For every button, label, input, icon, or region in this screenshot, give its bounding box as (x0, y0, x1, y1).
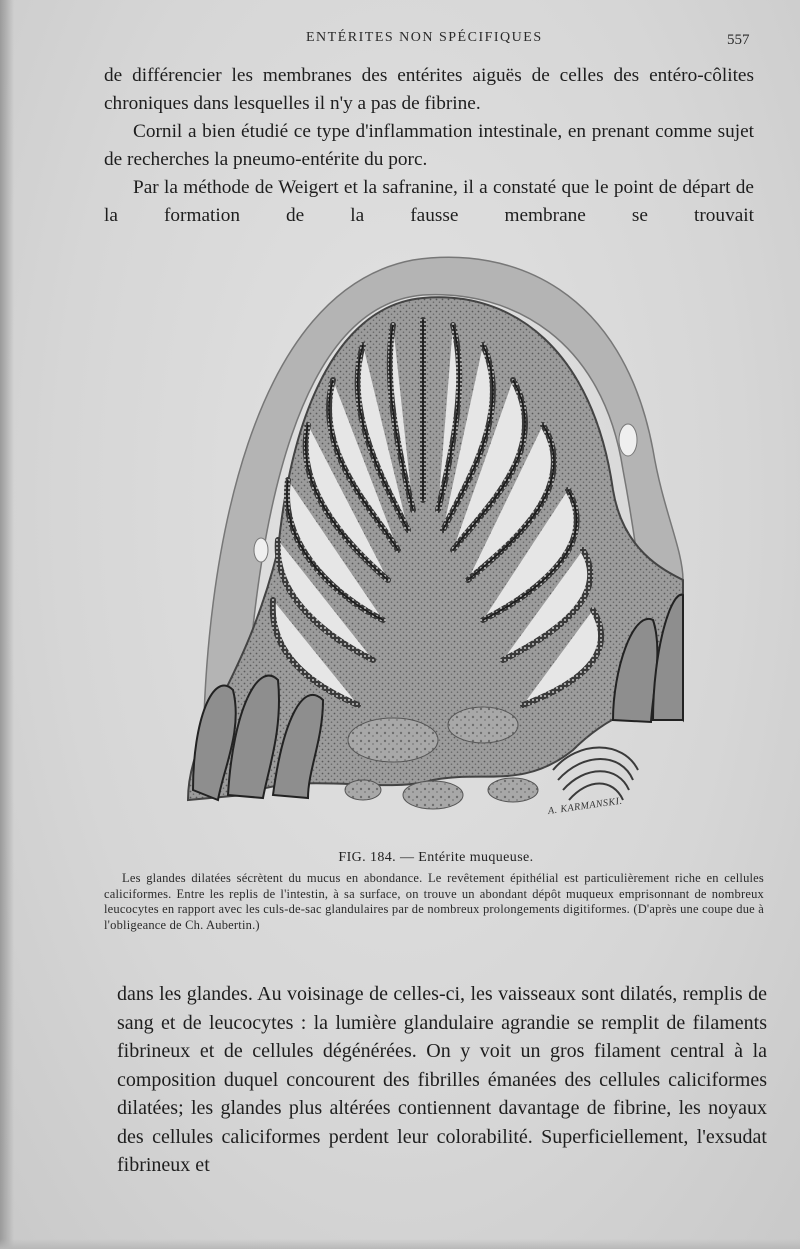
histology-engraving-icon (183, 250, 688, 830)
bottom-edge-shadow (0, 1239, 800, 1249)
figure-caption: Les glandes dilatées sécrètent du mucus en abondance. Le revêtement épithélial est particulièrement riche en cellules caliciformes. Entre les replis de l'intestin, à sa surface, on trouve un abondant dépôt muqueux emprisonnant de nombreux leucocytes en rapport avec les culs-de-sac glandulaires par de nombreux prolongements digitiformes. (D'après une coupe due à l'obligeance de Ch. Aubertin.) (104, 871, 764, 932)
page-number: 557 (727, 32, 750, 48)
paragraph-2: Cornil a bien étudié ce type d'inflammation intestinale, en prenant comme sujet de recherches la pneumo-entérite du porc. (104, 121, 754, 171)
binding-shadow (0, 0, 14, 1249)
paragraph-3: Par la méthode de Weigert et la safranine, il a constaté que le point de départ de la formation de la fausse membrane se trouvait (104, 177, 754, 227)
paragraph-1: de différencier les membranes des entérites aiguës de celles des entéro-côlites chroniques dans lesquelles il n'y a pas de fibrine. (104, 65, 754, 115)
running-head: ENTÉRITES NON SPÉCIFIQUES (306, 30, 543, 45)
figure-illustration (183, 250, 688, 830)
figure-title: FIG. 184. — Entérite muqueuse. (338, 850, 534, 865)
paragraph-4: dans les glandes. Au voisinage de celles-ci, les vaisseaux sont dilatés, remplis de sang et de leucocytes : la lumière glandulaire agrandie se remplit de filaments fibrineux et de cellules dégénérées. On y voit un gros filament central à la composition duquel concourent des fibrilles émanées des cellules caliciformes dilatées; les glandes plus altérées contiennent davantage de fibrine, les noyaux des cellules caliciformes perdent leur colorabilité. Superficiellement, l'exsudat fibrineux et (117, 983, 767, 1176)
engraver-signature: A. KARMANSKI. (547, 795, 624, 817)
